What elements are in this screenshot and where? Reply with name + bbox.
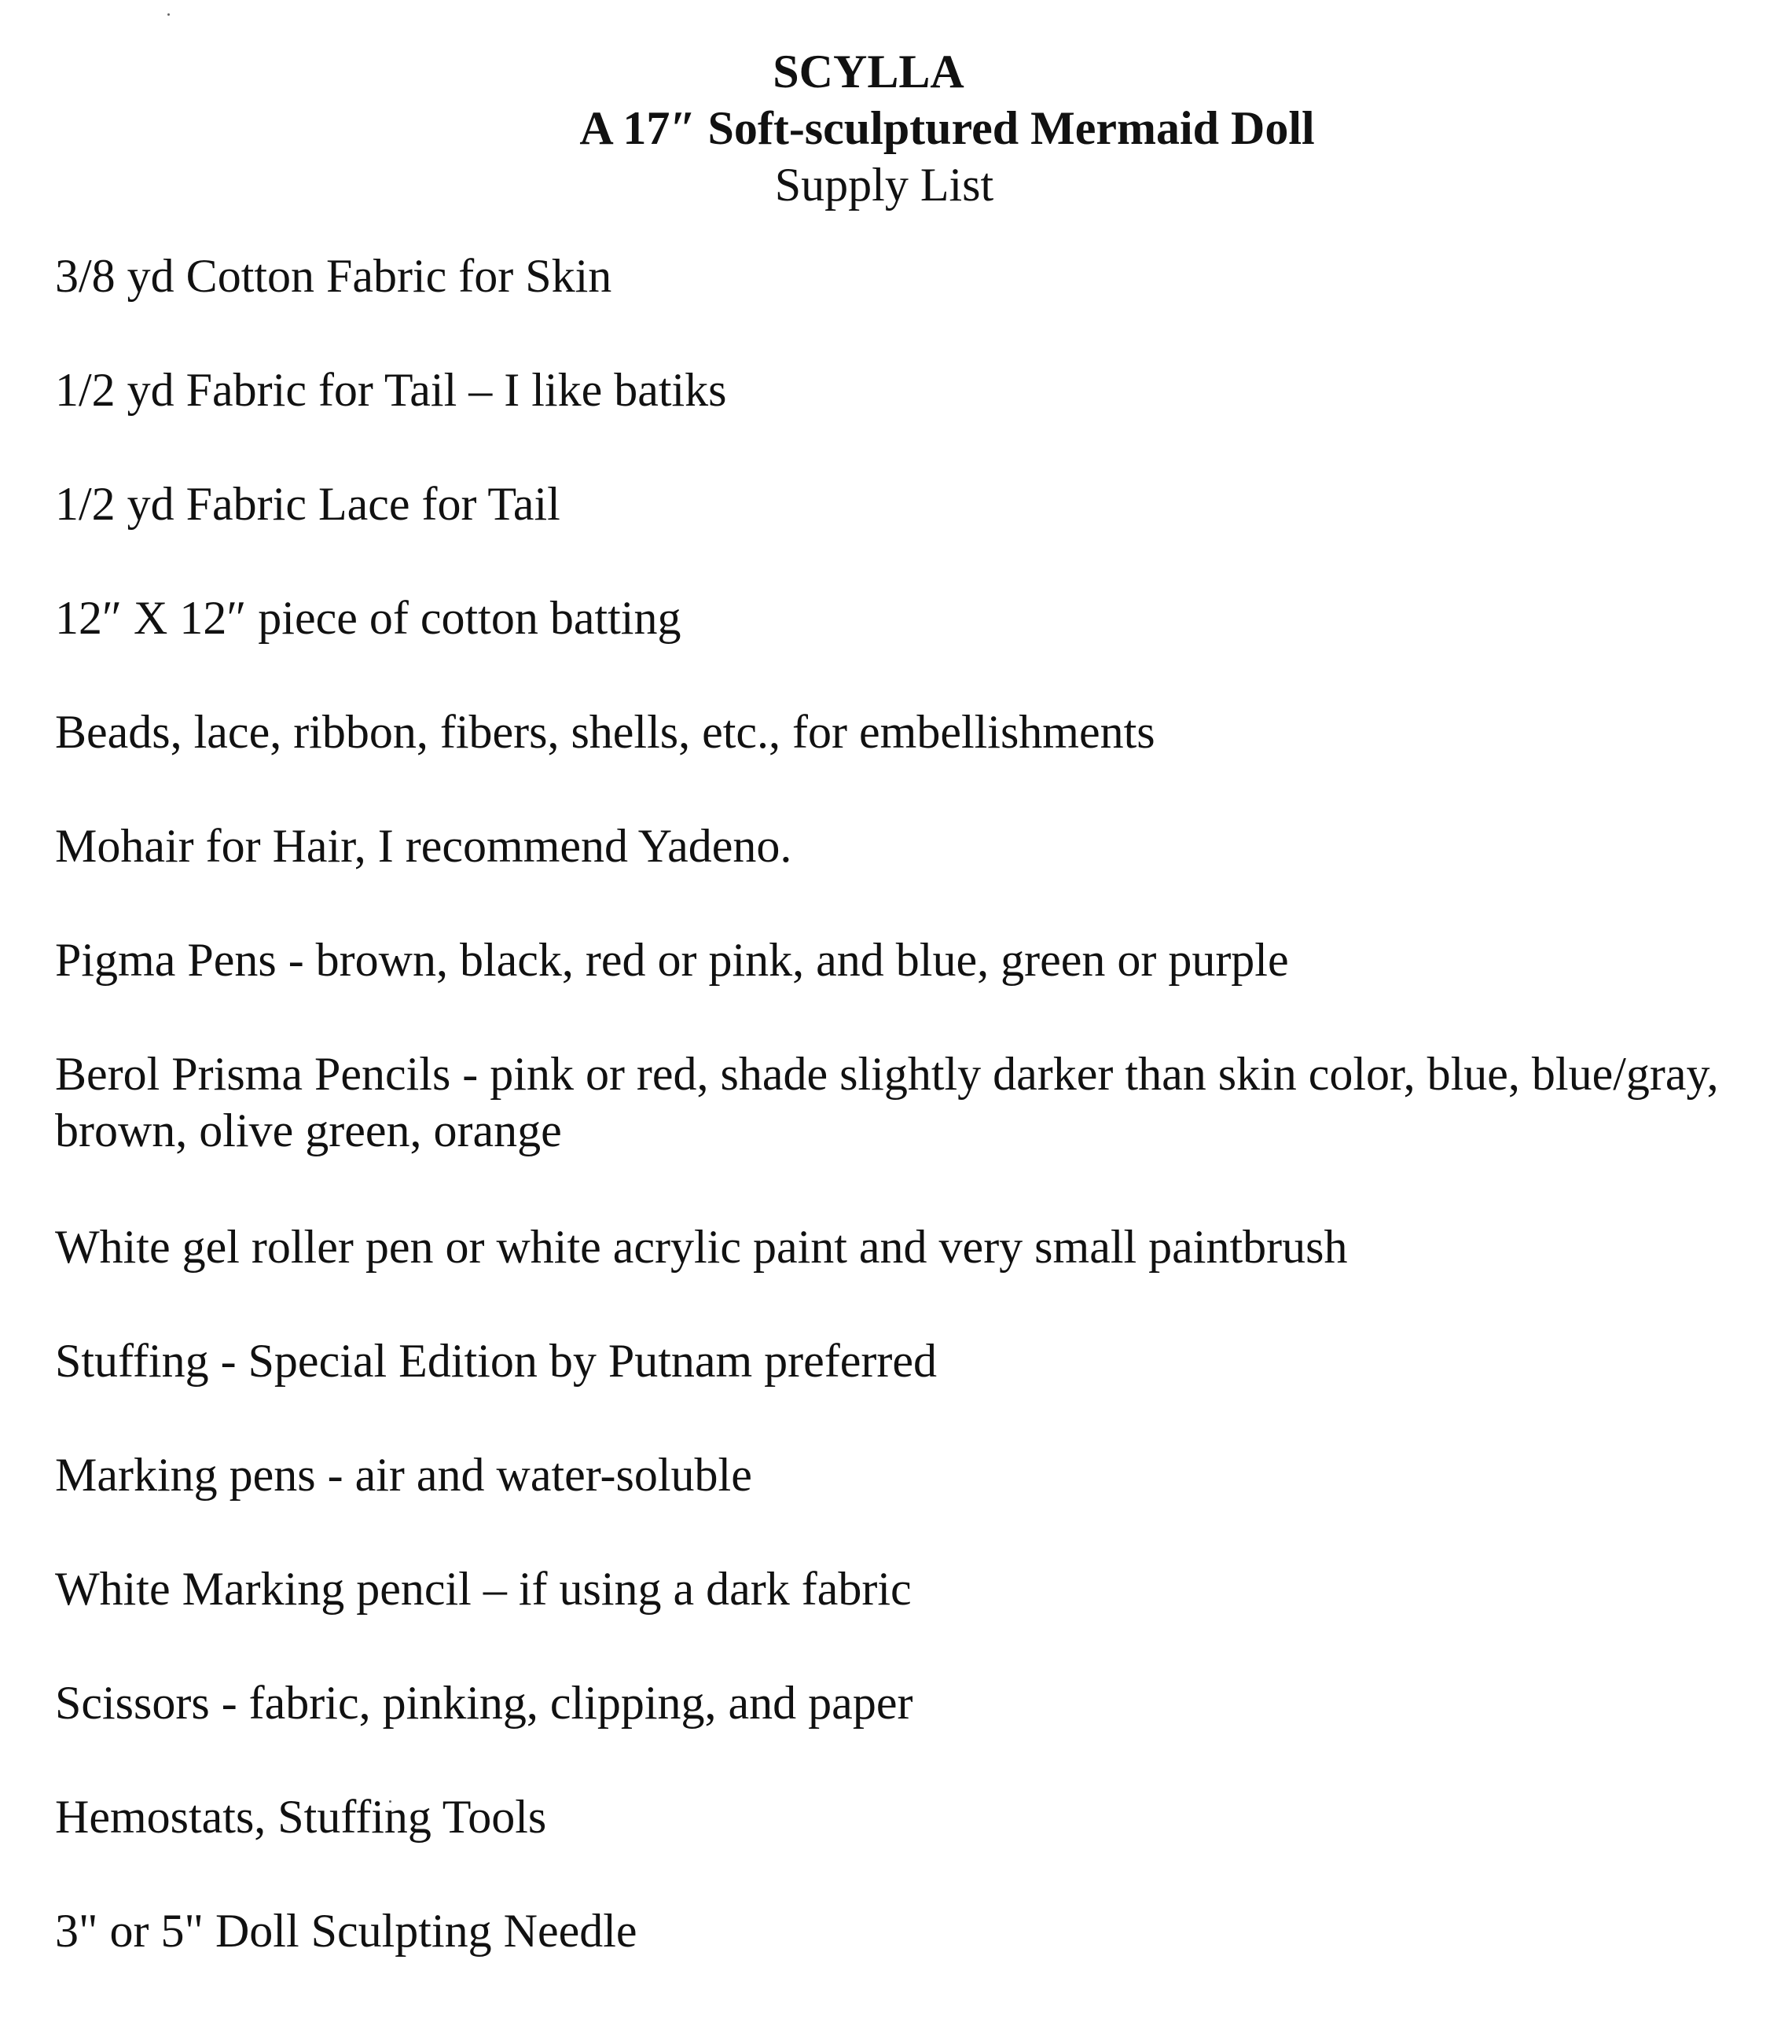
- supply-item: 1/2 yd Fabric Lace for Tail: [55, 478, 560, 530]
- supply-item: Berol Prisma Pencils - pink or red, shade slightly darker than skin color, blue, blue/gray, brown, olive green, orange: [55, 1048, 1719, 1156]
- supply-item: Stuffing - Special Edition by Putnam preferred: [55, 1335, 937, 1387]
- supply-item: Mohair for Hair, I recommend Yadeno.: [55, 820, 792, 872]
- document-header: [0, 43, 1792, 213]
- supply-item: Marking pens - air and water-soluble: [55, 1449, 752, 1501]
- supply-item: Pigma Pens - brown, black, red or pink, and blue, green or purple: [55, 934, 1289, 986]
- document-subtitle: A 17″ Soft-sculptured Mermaid Doll: [579, 102, 1315, 154]
- supply-item: 1/2 yd Fabric for Tail – I like batiks: [55, 364, 727, 416]
- supply-item: 12″ X 12″ piece of cotton batting: [55, 592, 681, 644]
- supply-item: Hemostats, Stuffing Tools: [55, 1791, 547, 1843]
- supply-item: White gel roller pen or white acrylic paint and very small paintbrush: [55, 1221, 1348, 1273]
- supply-item: 3/8 yd Cotton Fabric for Skin: [55, 250, 612, 302]
- supply-item: 3" or 5" Doll Sculpting Needle: [55, 1905, 637, 1957]
- supply-item: Scissors - fabric, pinking, clipping, and paper: [55, 1677, 913, 1729]
- document-title: SCYLLA: [773, 46, 964, 97]
- supply-item: Beads, lace, ribbon, fibers, shells, etc., for embellishments: [55, 706, 1155, 758]
- document-subheading: Supply List: [774, 159, 994, 211]
- supply-item: White Marking pencil – if using a dark fabric: [55, 1563, 912, 1615]
- scan-speck: [167, 13, 170, 16]
